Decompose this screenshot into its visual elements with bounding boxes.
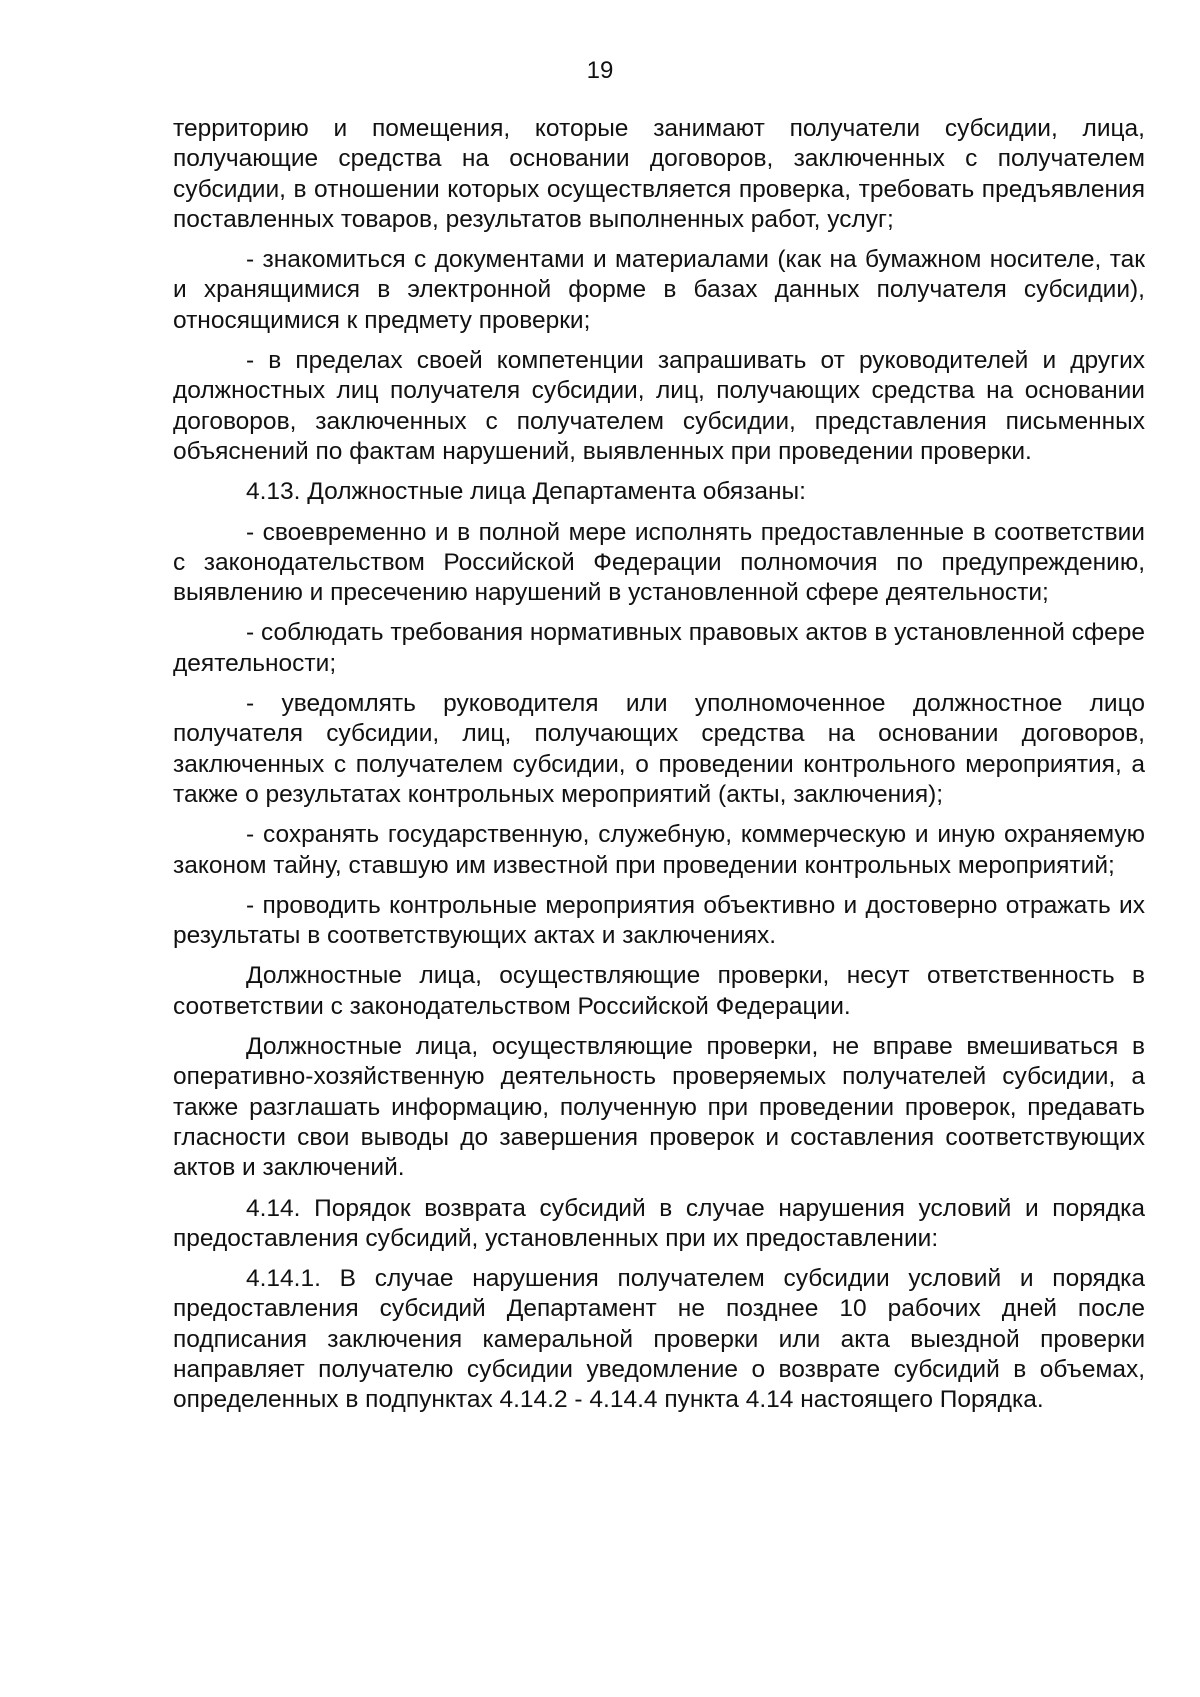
paragraph-9: - проводить контрольные мероприятия объективно и достоверно отражать их результаты в соответствующих актах и заключениях. <box>173 891 1145 950</box>
section-heading-4-14: 4.14. Порядок возврата субсидий в случае нарушения условий и порядка предоставления субсидий, установленных при их предоставлении: <box>173 1194 1145 1252</box>
paragraph-6: - соблюдать требования нормативных правовых актов в установленной сфере деятельности; <box>173 619 1145 677</box>
paragraph-7: - уведомлять руководителя или уполномоченное должностное лицо получателя субсидии, лиц, получающих средства на основании договоров, заключенных с получателем субсидии, о проведении контрольного мероприятия, а также о результатах контрольных мероприятий (акты, заключения); <box>173 690 1145 808</box>
paragraph-3: - в пределах своей компетенции запрашивать от руководителей и других должностных лиц получателя субсидии, лиц, получающих средства на основании договоров, заключенных с получателем субсидии, представления письменных объяснений по фактам нарушений, выявленных при проведении проверки. <box>173 347 1145 465</box>
section-heading-4-13: 4.13. Должностные лица Департамента обязаны: <box>246 478 806 506</box>
paragraph-10: Должностные лица, осуществляющие проверки, несут ответственность в соответствии с законодательством Российской Федерации. <box>173 962 1145 1020</box>
paragraph-8: - сохранять государственную, служебную, коммерческую и иную охраняемую законом тайну, ставшую им известной при проведении контрольных мероприятий; <box>173 821 1145 879</box>
paragraph-1: территорию и помещения, которые занимают получатели субсидии, лица, получающие средства на основании договоров, заключенных с получателем субсидии, в отношении которых осуществляется проверка, требовать предъявления поставленных товаров, результатов выполненных работ, услуг; <box>173 115 1145 233</box>
page-number: 19 <box>586 57 614 84</box>
section-4-14-1: 4.14.1. В случае нарушения получателем субсидии условий и порядка предоставления субсидий Департамент не позднее 10 рабочих дней после подписания заключения камеральной проверки или акта выездной проверки направляет получателю субсидии уведомление о возврате субсидий в объемах, определенных в подпунктах 4.14.2 - 4.14.4 пункта 4.14 настоящего Порядка. <box>173 1265 1145 1414</box>
document-body <box>173 114 1145 1426</box>
paragraph-2: - знакомиться с документами и материалами (как на бумажном носителе, так и хранящимися в электронной форме в базах данных получателя субсидии), относящимися к предмету проверки; <box>173 246 1145 334</box>
paragraph-5: - своевременно и в полной мере исполнять предоставленные в соответствии с законодательством Российской Федерации полномочия по предупреждению, выявлению и пресечению нарушений в установленной сфере деятельности; <box>173 518 1145 607</box>
paragraph-11: Должностные лица, осуществляющие проверки, не вправе вмешиваться в оперативно-хозяйственную деятельность проверяемых получателей субсидии, а также разглашать информацию, полученную при проведении проверок, предавать гласности свои выводы до завершения проверок и составления соответствующих актов и заключений. <box>173 1033 1145 1182</box>
